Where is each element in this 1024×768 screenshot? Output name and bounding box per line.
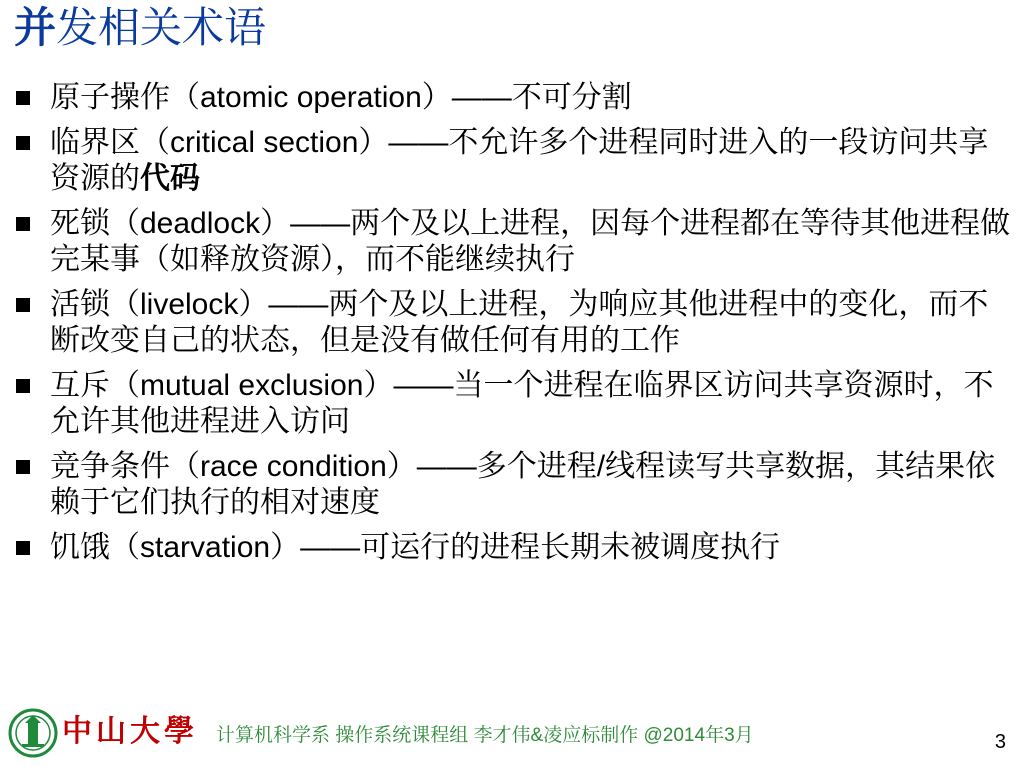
term-mutual-exclusion (14, 368, 1014, 440)
term-deadlock (14, 206, 1014, 278)
slide-title-bold-part: 并 (14, 4, 57, 51)
term-emphasis: 代码 (140, 162, 200, 195)
bullet-square-icon (16, 541, 30, 555)
term-critical-section (14, 125, 1014, 197)
term-text: 原子操作（atomic operation）——不可分割 (50, 81, 632, 114)
bullet-square-icon (16, 298, 30, 312)
term-text: 死锁（deadlock）——两个及以上进程，因每个进程都在等待其他进程做完某事（如释放资源），而不能继续执行 (50, 207, 1011, 276)
page-number: 3 (994, 731, 1006, 753)
footer-credit: 计算机科学系 操作系统课程组 李才伟&凌应标制作 @2014年3月 (216, 725, 754, 746)
term-text: 互斥（mutual exclusion）——当一个进程在临界区访问共享资源时，不允许其他进程进入访问 (50, 369, 994, 438)
term-text: 临界区（critical section）——不允许多个进程同时进入的一段访问共享资源的 (50, 126, 989, 195)
term-text: 饥饿（starvation）——可运行的进程长期未被调度执行 (50, 531, 781, 564)
bullet-square-icon (16, 379, 30, 393)
bullet-square-icon (16, 91, 30, 105)
slide-footer (0, 700, 1024, 768)
term-livelock (14, 287, 1014, 359)
university-emblem-icon (8, 708, 58, 758)
bullet-square-icon (16, 460, 30, 474)
term-text: 竞争条件（race condition）——多个进程/线程读写共享数据，其结果依赖于它们执行的相对速度 (50, 450, 996, 519)
university-logo-text: 中山大學 (62, 714, 198, 749)
term-starvation (14, 530, 1014, 566)
term-list (14, 80, 1014, 575)
term-text: 活锁（livelock）——两个及以上进程，为响应其他进程中的变化，而不断改变自己的状态，但是没有做任何有用的工作 (50, 288, 989, 357)
slide-title-rest: 发相关术语 (56, 4, 267, 51)
bullet-square-icon (16, 217, 30, 231)
term-race-condition (14, 449, 1014, 521)
term-atomic-operation (14, 80, 1014, 116)
slide-title (14, 2, 266, 54)
bullet-square-icon (16, 136, 30, 150)
